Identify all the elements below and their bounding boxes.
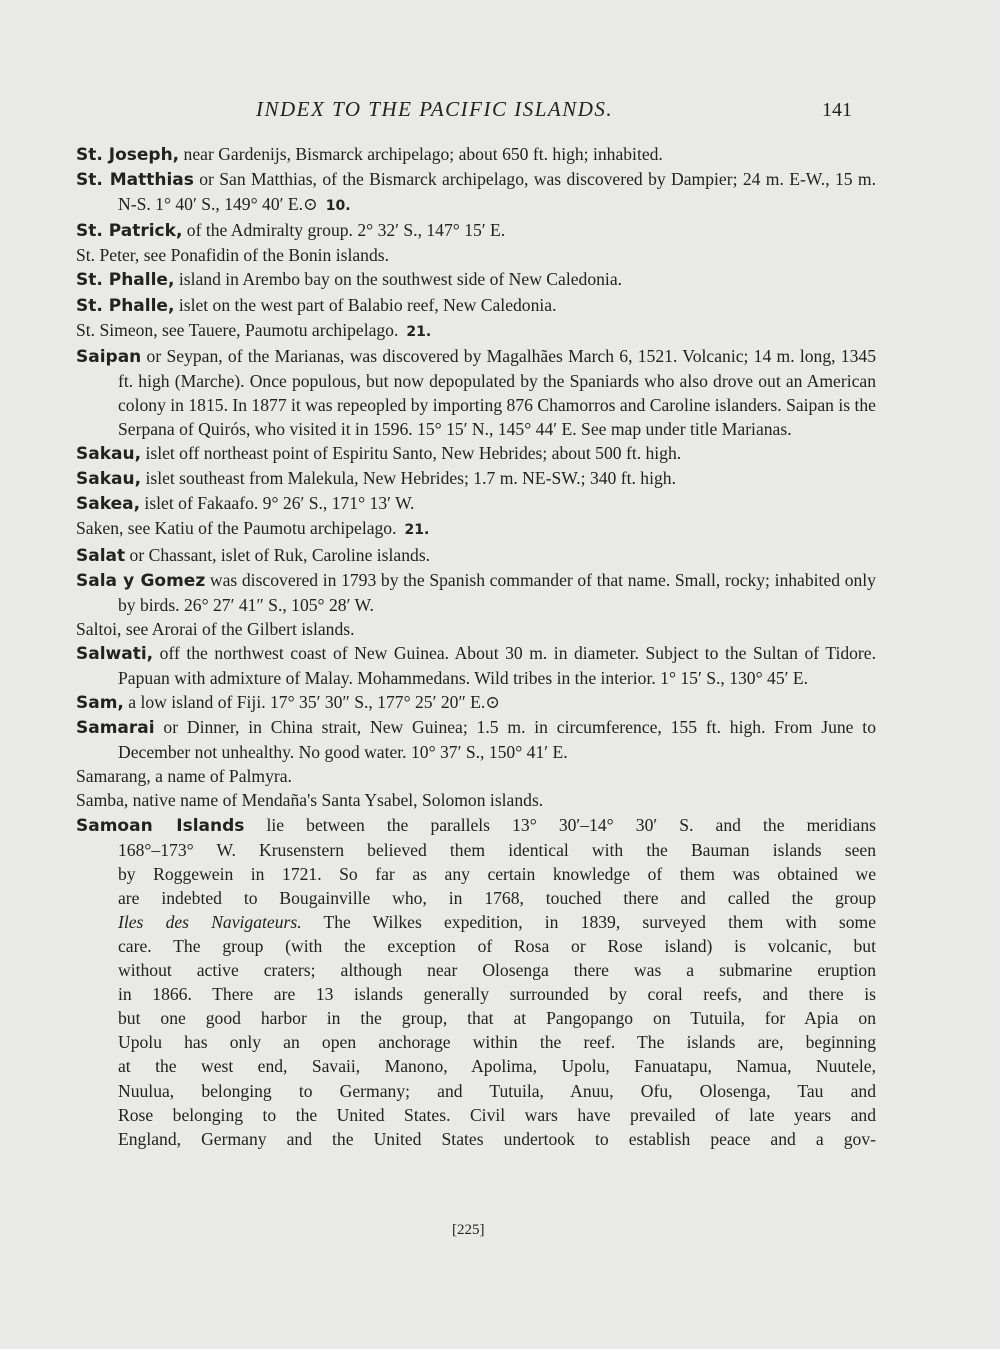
signature-mark: [225] <box>452 1222 485 1238</box>
entry-text: islet southeast from Malekula, New Hebrides; 1.7 m. NE-SW.; 340 ft. high. <box>141 468 676 489</box>
entry-text: a low island of Fiji. 17° 35′ 30″ S., 177° 25′ 20″ E.⊙ <box>123 692 501 713</box>
entry-text: or Dinner, in China strait, New Guinea; 1.5 m. in circumference, 155 ft. high. From June to December not unhealthy. No good water. 10° 37′ S., 150° 41′ E. <box>118 717 876 763</box>
index-entry <box>76 344 876 441</box>
entry-text: islet off northeast point of Espiritu Santo, New Hebrides; about 500 ft. high. <box>141 443 682 464</box>
samoan-line: 168°–173° W. Krusenstern believed them identical with the Bauman islands seen <box>118 839 876 860</box>
index-entry <box>76 466 876 491</box>
plate-reference: 10. <box>325 198 351 215</box>
entry-headword: St. Joseph, <box>76 145 180 165</box>
index-entry <box>76 788 876 812</box>
plate-reference: 21. <box>404 522 430 539</box>
index-entry <box>76 167 876 218</box>
samoan-line: are indebted to Bougainville who, in 1768, touched there and called the group <box>118 887 876 908</box>
samoan-line: in 1866. There are 13 islands generally surrounded by coral reefs, and there is <box>118 984 876 1005</box>
entry-text: Saken, see Katiu of the Paumotu archipelago. <box>76 518 397 539</box>
entry-text: islet of Fakaafo. 9° 26′ S., 171° 13′ W. <box>140 493 415 514</box>
entry-headword: Sakau, <box>76 469 142 490</box>
entry-headword: Sakea, <box>76 494 141 515</box>
plate-reference: 21. <box>406 323 432 340</box>
samoan-line: at the west end, Savaii, Manono, Apolima, Upolu, Fanuatapu, Namua, Nuutele, <box>118 1056 876 1077</box>
entry-text: St. Peter, see Ponafidin of the Bonin islands. <box>76 245 390 266</box>
entry-headword: Samoan Islands <box>76 815 245 836</box>
entry-list <box>76 142 876 813</box>
index-entry <box>76 568 876 617</box>
index-entry <box>76 543 876 568</box>
entry-text: of the Admiralty group. 2° 32′ S., 147° 15′ E. <box>182 220 506 241</box>
entry-headword: St. Phalle, <box>76 295 175 316</box>
entry-text: island in Arembo bay on the southwest side of New Caledonia. <box>174 269 623 290</box>
entry-text: St. Simeon, see Tauere, Paumotu archipelago. <box>76 319 399 340</box>
samoan-line: by Roggewein in 1721. So far as any certain knowledge of them was obtained we <box>118 863 876 884</box>
index-entry <box>76 441 876 466</box>
index-entry <box>76 142 876 167</box>
index-entry <box>76 641 876 690</box>
entry-text: islet on the west part of Balabio reef, New Caledonia. <box>174 294 557 315</box>
entry-headword: Salwati, <box>76 643 154 664</box>
samoan-line: Rose belonging to the United States. Civil wars have prevailed of late years and <box>118 1104 876 1125</box>
index-body <box>76 142 876 1151</box>
entry-headword: Samarai <box>76 718 155 739</box>
running-head: INDEX TO THE PACIFIC ISLANDS. <box>256 97 614 121</box>
entry-headword: Sala y Gomez <box>76 570 206 591</box>
entry-text: Samarang, a name of Palmyra. <box>76 766 292 787</box>
entry-headword: St. Matthias <box>76 170 194 191</box>
entry-headword: Saipan <box>76 346 142 367</box>
samoan-line: Iles des Navigateurs. The Wilkes expedition, in 1839, surveyed them with some <box>118 911 877 932</box>
entry-samoan-islands <box>76 813 876 1151</box>
entry-headword: Salat <box>76 545 126 566</box>
samoan-line: care. The group (with the exception of Rosa or Rose island) is volcanic, but <box>118 936 876 956</box>
index-entry <box>76 267 876 292</box>
index-entry <box>76 243 876 267</box>
samoan-line: Samoan Islands lie between the parallels 13° 30′–14° 30′ S. and the meridians <box>76 814 876 836</box>
index-entry <box>76 318 876 344</box>
page-header <box>0 97 1000 127</box>
index-entry <box>76 491 876 516</box>
entry-text: or Seypan, of the Marianas, was discovered by Magalhães March 6, 1521. Volcanic; 14 m. long, 1345 ft. high (Marche). Once populous, but now depopulated by the Spaniards who also drove out an American colony in 1815. In 1877 it was repeopled by importing 876 Chamorros and Caroline islanders. Saipan is the Serpana of Quirós, who visited it in 1596. 15° 15′ N., 145° 44′ E. See map under title Marianas. <box>118 345 876 440</box>
entry-headword: Sam, <box>76 693 124 714</box>
index-entry <box>76 690 876 715</box>
samoan-line: Upolu has only an open anchorage within the reef. The islands are, beginning <box>118 1032 876 1053</box>
entry-text: near Gardenijs, Bismarck archipelago; about 650 ft. high; inhabited. <box>179 144 663 164</box>
samoan-line: Nuulua, belonging to Germany; and Tutuila, Anuu, Ofu, Olosenga, Tau and <box>118 1080 876 1101</box>
entry-headword: St. Phalle, <box>76 270 175 291</box>
samoan-line: England, Germany and the United States undertook to establish peace and a gov- <box>118 1128 876 1149</box>
index-entry <box>76 218 876 243</box>
entry-text: Samba, native name of Mendaña's Santa Ysabel, Solomon islands. <box>76 790 544 811</box>
index-entry <box>76 516 876 542</box>
index-entry <box>76 617 876 641</box>
index-entry <box>76 764 876 788</box>
samoan-line: but one good harbor in the group, that at Pangopango on Tutuila, for Apia on <box>118 1008 876 1029</box>
entry-text: off the northwest coast of New Guinea. About 30 m. in diameter. Subject to the Sultan of Tidore. Papuan with admixture of Malay. Mohammedans. Wild tribes in the interior. 1° 15′ S., 130° 45′ E. <box>118 642 876 688</box>
entry-text: was discovered in 1793 by the Spanish commander of that name. Small, rocky; inhabited only by birds. 26° 27′ 41″ S., 105° 28′ W. <box>118 569 876 615</box>
entry-headword: Sakau, <box>76 444 142 465</box>
entry-text: Saltoi, see Arorai of the Gilbert islands. <box>76 618 355 639</box>
entry-headword: St. Patrick, <box>76 221 183 242</box>
page-number: 141 <box>822 99 852 121</box>
samoan-line: without active craters; although near Olosenga there was a submarine eruption <box>118 960 876 981</box>
index-entry <box>76 293 876 318</box>
entry-text: or San Matthias, of the Bismarck archipelago, was discovered by Dampier; 24 m. E-W., 15 m. N-S. 1° 40′ S., 149° 40′ E.⊙ <box>118 169 876 215</box>
entry-text: or Chassant, islet of Ruk, Caroline islands. <box>125 544 431 565</box>
index-entry <box>76 715 876 764</box>
